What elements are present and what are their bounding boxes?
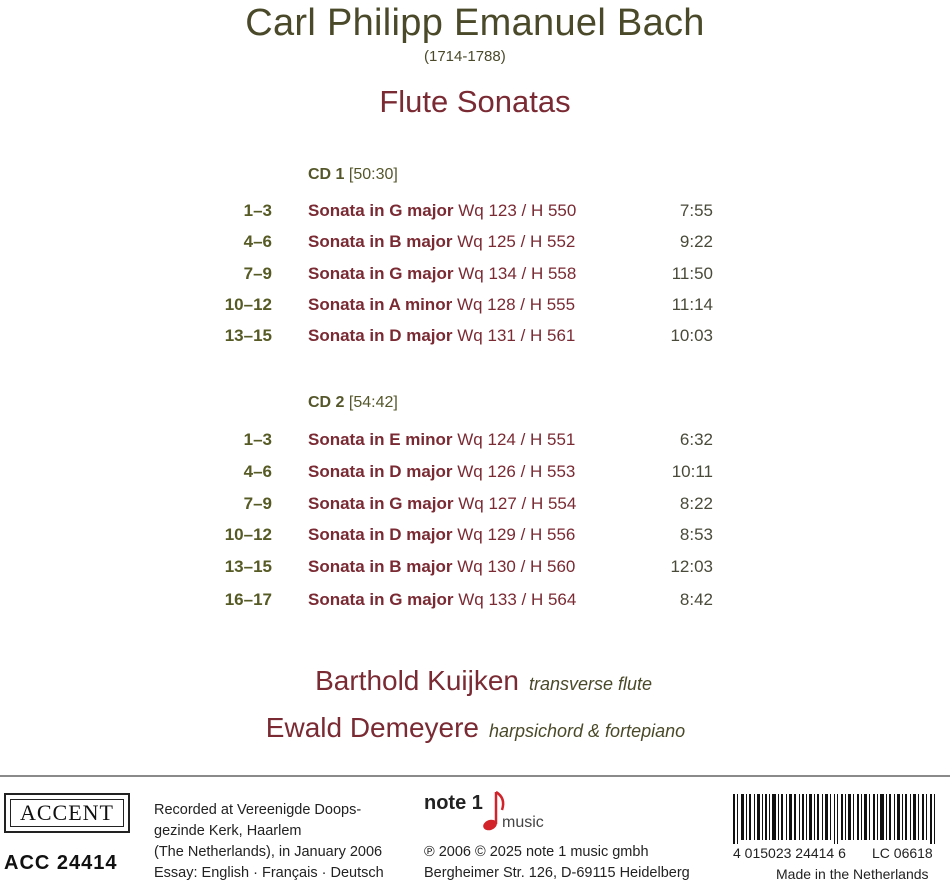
track-title: Sonata in B major xyxy=(308,232,453,251)
performer-role: harpsichord & fortepiano xyxy=(489,721,686,741)
track-number: 7–9 xyxy=(243,494,272,513)
publisher-line: ℗ 2006 © 2025 note 1 music gmbh xyxy=(424,844,649,860)
track-number: 10–12 xyxy=(224,295,272,314)
composer-name: Carl Philipp Emanuel Bach xyxy=(245,2,705,44)
track-duration: 7:55 xyxy=(679,201,713,220)
recording-line: (The Netherlands), in January 2006 xyxy=(154,844,383,860)
track-title: Sonata in G major xyxy=(308,201,454,220)
label-code: LC 06618 xyxy=(872,845,933,861)
note1-music-logo xyxy=(424,788,584,838)
track-duration: 10:03 xyxy=(670,326,713,345)
publisher-line: Bergheimer Str. 126, D-69115 Heidelberg xyxy=(424,865,690,881)
track-number: 10–12 xyxy=(224,525,272,544)
track-title: Sonata in E minor xyxy=(308,430,453,449)
track-catalog: Wq 134 / H 558 xyxy=(458,264,577,283)
note1-logo-word: note 1 xyxy=(424,792,483,814)
cd1-label: CD 1 xyxy=(308,166,345,183)
recording-info xyxy=(154,800,424,884)
performer-2 xyxy=(0,712,950,752)
track-number: 13–15 xyxy=(224,557,272,576)
track-row xyxy=(0,430,950,456)
track-duration: 10:11 xyxy=(671,462,713,481)
performer-1 xyxy=(0,665,950,705)
track-catalog: Wq 124 / H 551 xyxy=(457,430,576,449)
performer-name: Barthold Kuijken xyxy=(315,665,519,696)
recording-line: Essay: English · Français · Deutsch xyxy=(154,865,384,881)
album-title: Flute Sonatas xyxy=(379,84,571,119)
accent-logo-text: ACCENT xyxy=(10,799,124,827)
cd2-duration: [54:42] xyxy=(348,394,398,411)
accent-logo xyxy=(4,793,130,833)
composer-dates: (1714-1788) xyxy=(424,48,506,65)
track-catalog: Wq 126 / H 553 xyxy=(457,462,576,481)
track-duration: 8:53 xyxy=(679,525,713,544)
barcode-digits: 4 015023 24414 6 xyxy=(733,845,846,861)
made-in: Made in the Netherlands xyxy=(776,866,929,882)
track-catalog: Wq 133 / H 564 xyxy=(458,590,577,609)
performer-name: Ewald Demeyere xyxy=(265,712,479,743)
track-catalog: Wq 130 / H 560 xyxy=(457,557,576,576)
cd2-heading xyxy=(308,394,398,412)
track-number: 7–9 xyxy=(243,264,272,283)
track-row xyxy=(0,462,950,488)
track-row xyxy=(0,295,950,321)
track-title: Sonata in G major xyxy=(308,590,454,609)
track-duration: 11:50 xyxy=(671,264,713,283)
track-duration: 6:32 xyxy=(679,430,713,449)
track-catalog: Wq 125 / H 552 xyxy=(457,232,576,251)
barcode xyxy=(733,794,941,844)
track-row xyxy=(0,264,950,290)
track-number: 1–3 xyxy=(243,201,272,220)
track-row xyxy=(0,525,950,551)
track-catalog: Wq 128 / H 555 xyxy=(456,295,576,314)
publisher-info xyxy=(424,842,690,884)
track-title: Sonata in G major xyxy=(308,494,454,513)
track-number: 1–3 xyxy=(243,430,272,449)
track-title: Sonata in D major xyxy=(308,525,453,544)
cd1-heading xyxy=(308,166,398,184)
footer-divider xyxy=(0,775,950,777)
track-row xyxy=(0,232,950,258)
track-title: Sonata in D major xyxy=(308,326,453,345)
music-logo-word: music xyxy=(502,814,544,831)
track-title: Sonata in G major xyxy=(308,264,454,283)
track-number: 4–6 xyxy=(243,232,272,251)
track-row xyxy=(0,201,950,227)
performer-role: transverse flute xyxy=(529,674,653,694)
track-row xyxy=(0,326,950,352)
catalog-number: ACC 24414 xyxy=(4,852,118,874)
track-title: Sonata in D major xyxy=(308,462,453,481)
track-row xyxy=(0,557,950,583)
track-number: 13–15 xyxy=(224,326,272,345)
track-duration: 8:42 xyxy=(679,590,713,609)
track-title: Sonata in A minor xyxy=(308,295,453,314)
track-title: Sonata in B major xyxy=(308,557,453,576)
track-duration: 11:14 xyxy=(671,295,713,314)
track-catalog: Wq 127 / H 554 xyxy=(458,494,577,513)
cd1-duration: [50:30] xyxy=(348,166,398,183)
track-catalog: Wq 131 / H 561 xyxy=(457,326,576,345)
track-number: 16–17 xyxy=(224,590,272,609)
track-duration: 9:22 xyxy=(679,232,713,251)
recording-line: Recorded at Vereenigde Doops- xyxy=(154,802,362,818)
track-duration: 12:03 xyxy=(670,557,713,576)
track-row xyxy=(0,494,950,520)
track-row xyxy=(0,590,950,616)
cd2-label: CD 2 xyxy=(308,394,345,411)
track-number: 4–6 xyxy=(243,462,272,481)
track-catalog: Wq 129 / H 556 xyxy=(457,525,576,544)
track-catalog: Wq 123 / H 550 xyxy=(458,201,577,220)
recording-line: gezinde Kerk, Haarlem xyxy=(154,823,302,839)
track-duration: 8:22 xyxy=(679,494,713,513)
